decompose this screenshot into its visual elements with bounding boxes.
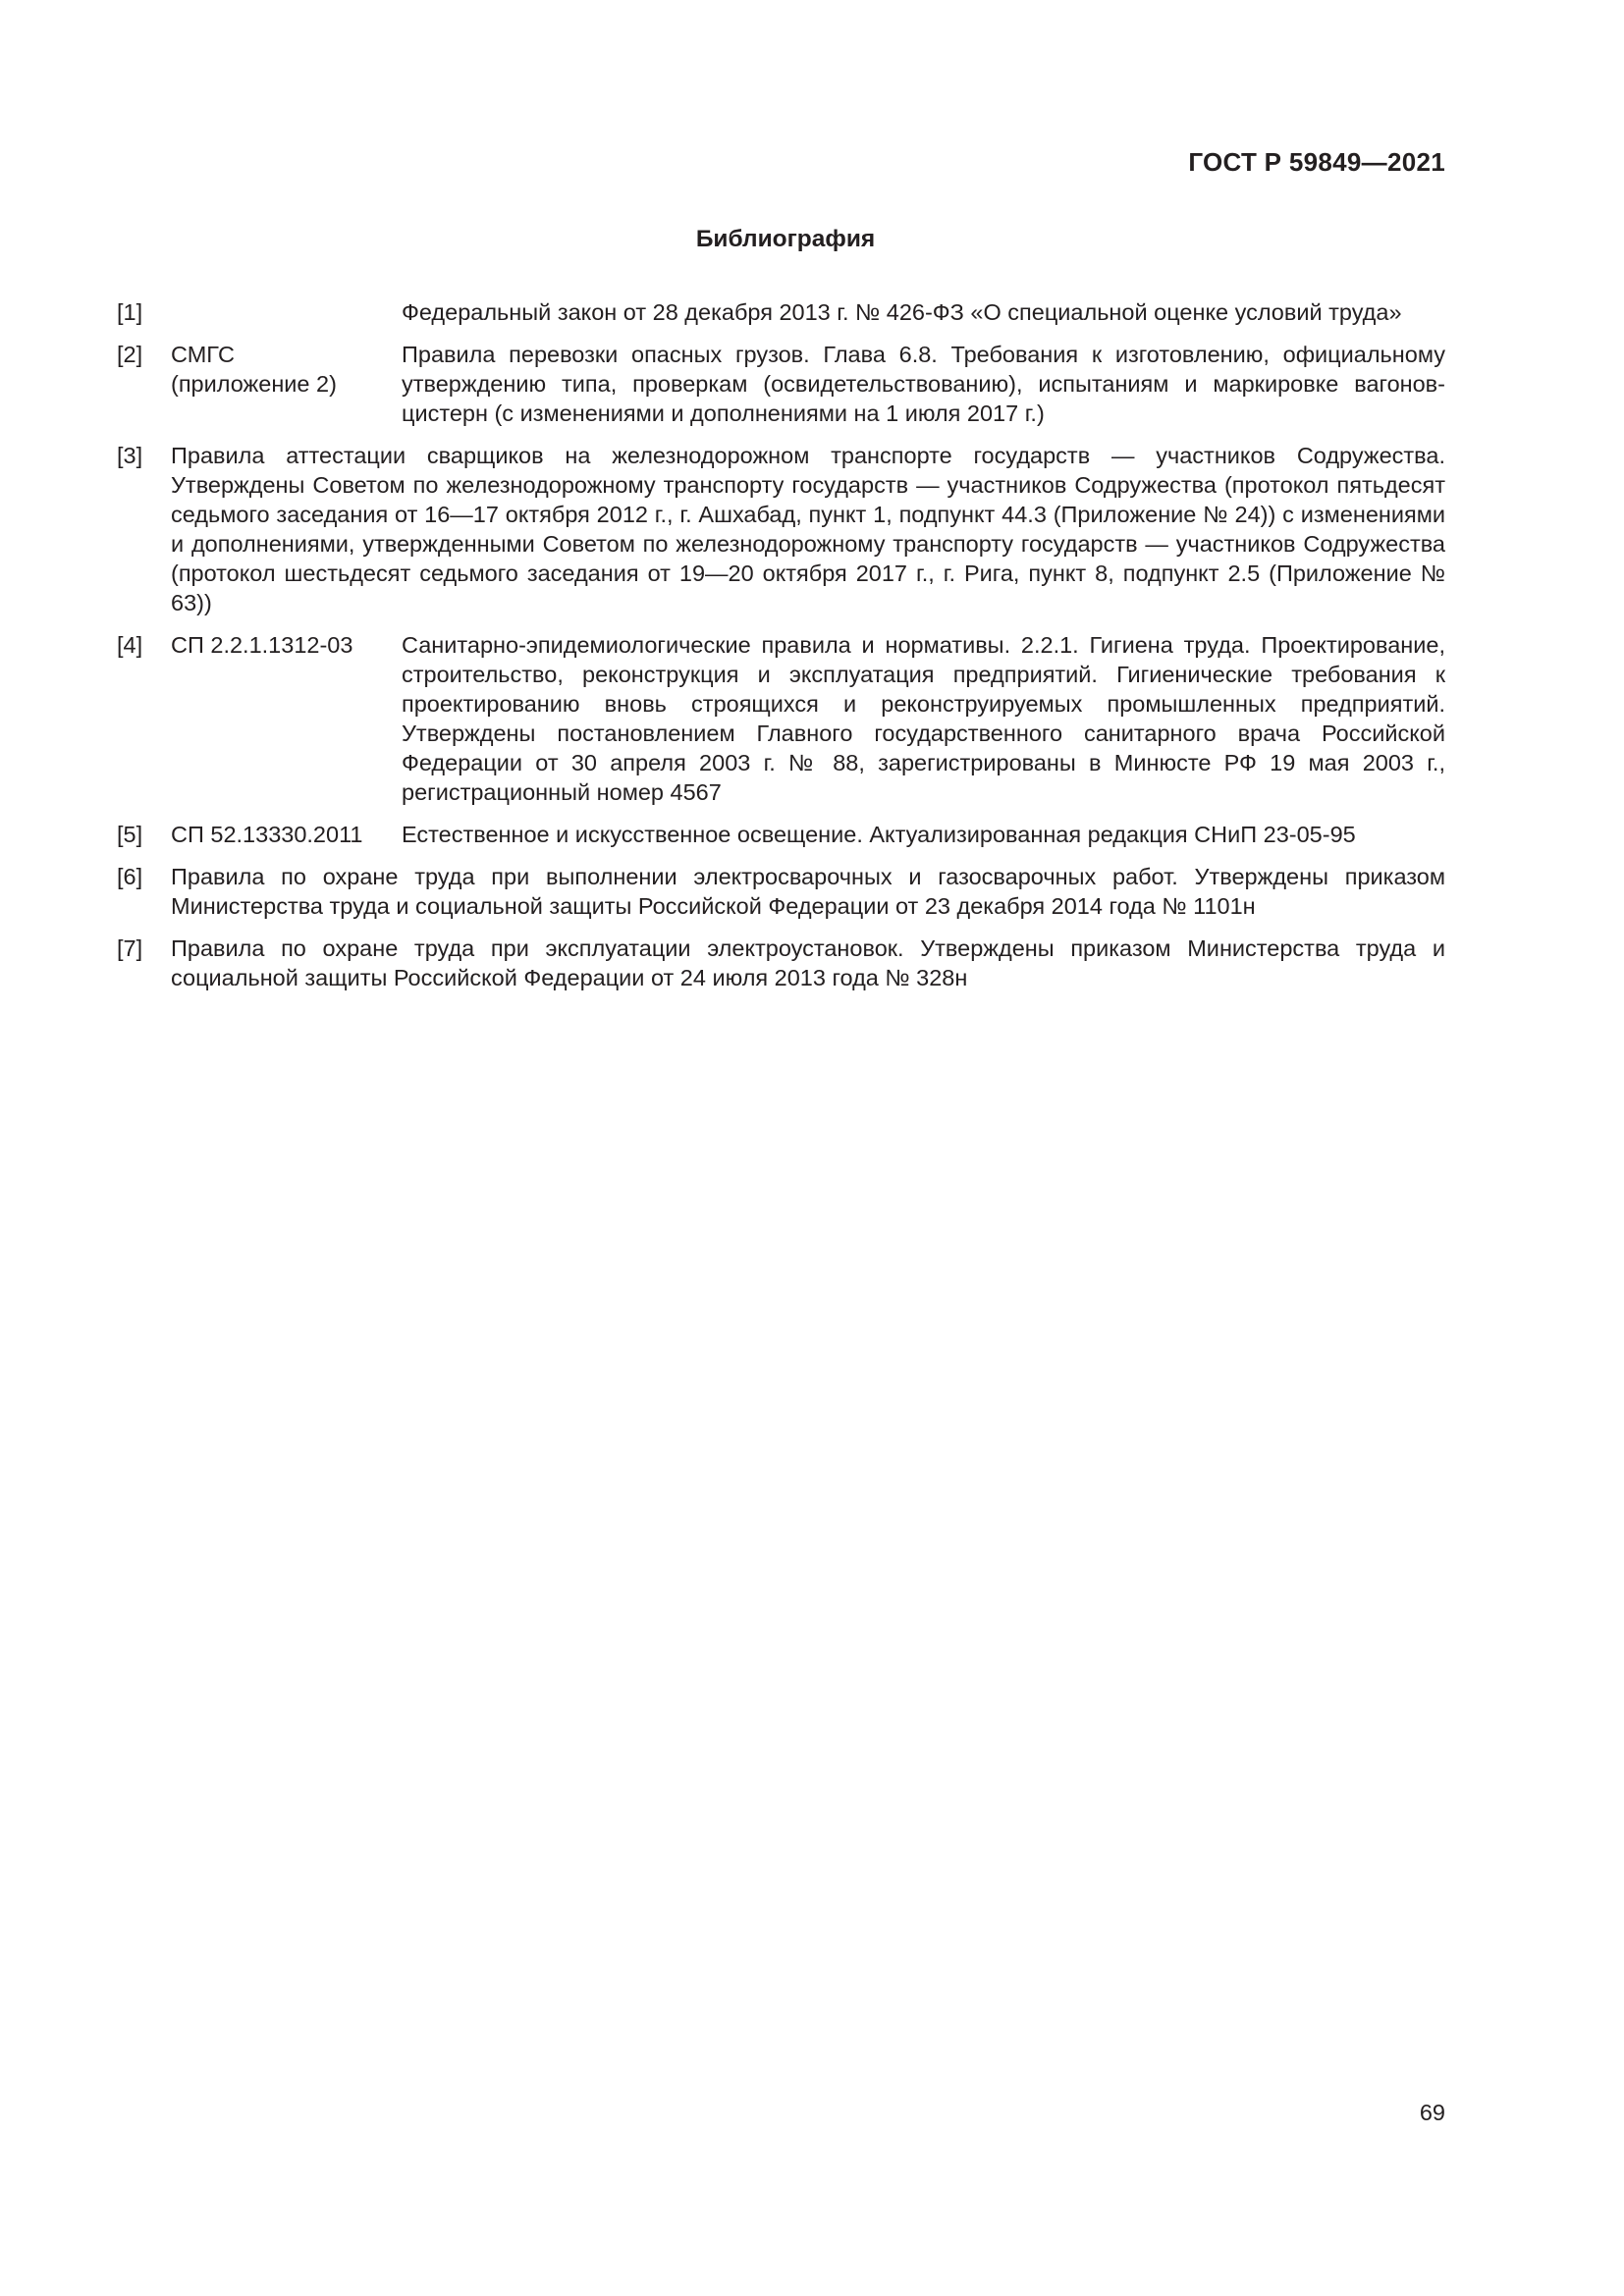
entry-code-line: (приложение 2) <box>171 371 337 397</box>
entry-text: Санитарно-эпидемиологические правила и нормативы. 2.2.1. Гигиена труда. Проектирование, строительство, реконструкция и эксплуатация предприятий. Гигиенические требования к проектированию вновь строящихся и реконструируемых промышленных предприятий. Утверждены постановлением Главного государственного санитарного врача Российской Федерации от 30 апреля 2003 г. № 88, зарегистрированы в Минюсте РФ 19 мая 2003 г., регистрационный номер 4567 <box>402 632 1445 805</box>
entry-code <box>171 340 387 399</box>
bibliography-entry-3 <box>117 441 1445 617</box>
bibliography-entry-6 <box>117 862 1445 921</box>
entry-number: [7] <box>117 935 143 961</box>
entry-text: Правила перевозки опасных грузов. Глава 6.8. Требования к изготовлению, официальному утверждению типа, проверкам (освидетельствованию), испытаниям и маркировке вагонов-цистерн (с изменениями и дополнениями на 1 июля 2017 г.) <box>402 342 1445 426</box>
entry-code <box>171 820 387 849</box>
bibliography-list <box>117 297 1445 1005</box>
entry-text: Правила по охране труда при выполнении электросварочных и газосварочных работ. Утверждены приказом Министерства труда и социальной защиты Российской Федерации от 23 декабря 2014 года № 1101н <box>171 864 1445 919</box>
entry-number: [5] <box>117 822 143 847</box>
entry-number: [4] <box>117 632 143 658</box>
entry-number: [6] <box>117 864 143 889</box>
entry-code <box>171 630 387 660</box>
entry-text: Правила по охране труда при эксплуатации электроустановок. Утверждены приказом Министерства труда и социальной защиты Российской Федерации от 24 июля 2013 года № 328н <box>171 935 1445 990</box>
entry-number: [1] <box>117 299 143 325</box>
entry-number: [2] <box>117 342 143 367</box>
entry-text: Правила аттестации сварщиков на железнодорожном транспорте государств — участников Содружества. Утверждены Советом по железнодорожному транспорту государств — участников Содружества (протокол пятьдесят седьмого заседания от 16—17 октября 2012 г., г. Ашхабад, пункт 1, подпункт 44.3 (Приложение № 24)) с изменениями и дополнениями, утвержденными Советом по железнодорожному транспорту государств — участников Содружества (протокол шестьдесят седьмого заседания от 19—20 октября 2017 г., г. Рига, пункт 8, подпункт 2.5 (Приложение № 63)) <box>171 443 1445 615</box>
page-title: Библиография <box>695 226 876 252</box>
bibliography-entry-1 <box>117 297 1445 327</box>
document-code: ГОСТ Р 59849—2021 <box>1188 147 1445 177</box>
entry-code-line: СП 52.13330.2011 <box>171 822 363 847</box>
entry-text: Федеральный закон от 28 декабря 2013 г. № 426-ФЗ «О специальной оценке условий труда» <box>402 299 1402 325</box>
entry-code-line: СП 2.2.1.1312-03 <box>171 632 353 658</box>
bibliography-entry-5 <box>117 820 1445 849</box>
bibliography-entry-2 <box>117 340 1445 428</box>
entry-code-line: СМГС <box>171 342 235 367</box>
bibliography-entry-7 <box>117 934 1445 992</box>
bibliography-entry-4 <box>117 630 1445 807</box>
page-number: 69 <box>1419 2100 1445 2125</box>
entry-number: [3] <box>117 443 143 468</box>
entry-text: Естественное и искусственное освещение. Актуализированная редакция СНиП 23-05-95 <box>402 822 1356 847</box>
